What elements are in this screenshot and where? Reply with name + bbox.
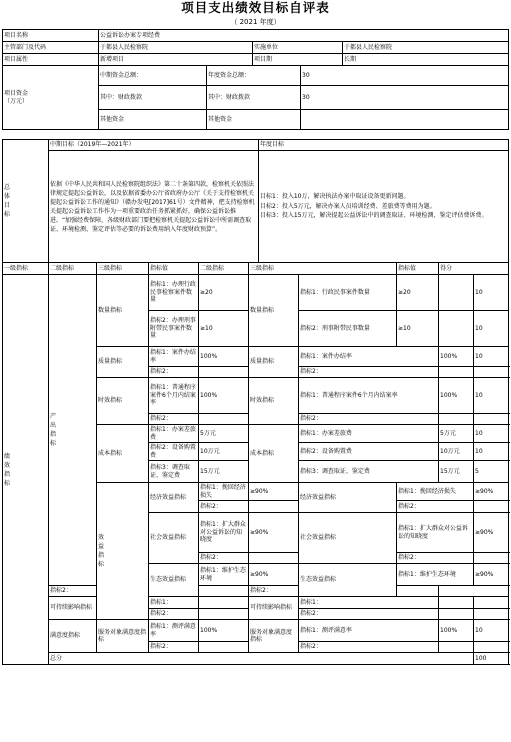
annual-quantity-2-score: 10	[474, 311, 509, 347]
annual-social-1: 指标1：扩大群众对公益诉讼的知晓度	[397, 513, 474, 553]
annual-service-2: 指标2：	[299, 642, 439, 653]
sustainable-label: 可持续影响指标	[49, 597, 97, 620]
attr-label: 项目属性	[3, 54, 99, 66]
annual-quantity-1-score: 10	[474, 275, 509, 311]
mid-cost-1-value: 5万元	[199, 425, 249, 443]
annual-quantity-1: 指标1：行政民事案件数量	[299, 275, 397, 311]
annual-cost-1: 指标1：办案差旅费	[299, 425, 439, 443]
mid-cost-3-value: 15万元	[199, 461, 249, 483]
mid-social-1-value: ≥90%	[249, 513, 299, 553]
annual-social-label: 社会效益指标	[299, 513, 397, 564]
cost-label: 成本指标	[97, 425, 149, 483]
quantity-label: 数量指标	[97, 275, 149, 347]
annual-cost-2-value: 10万元	[439, 443, 474, 461]
annual-timeliness-1: 指标1：普通程序案件6个月内结案率	[299, 378, 439, 414]
mid-timeliness-2: 指标2：	[149, 414, 199, 425]
project-name-label: 项目名称	[3, 30, 99, 42]
mid-quality-2: 指标2：	[149, 367, 199, 378]
mid-sustainable-1: 指标1：	[149, 597, 199, 609]
period-label: 项目期	[253, 54, 343, 66]
mid-ecological-2: 指标2：	[49, 586, 97, 597]
annual-cost-3: 指标3：调查取证、鉴定费	[299, 461, 439, 483]
sheet-title: 项目支出绩效目标自评表	[181, 0, 330, 15]
header-level2-annual: 二级指标	[199, 263, 249, 275]
project-info-table	[2, 29, 509, 130]
overall-goal-label: 总体目标	[3, 140, 49, 263]
header-value: 指标值	[149, 263, 199, 275]
mid-timeliness-1: 指标1：普通程序案件6个月内结案率	[149, 378, 199, 414]
annual-service-1-value: 100%	[439, 620, 474, 642]
timeliness-label: 时效指标	[97, 378, 149, 425]
annual-cost-2: 指标2：设备购置费	[299, 443, 439, 461]
mid-timeliness-1-value: 100%	[199, 378, 249, 414]
annual-ecological-1: 指标1：维护生态环境	[397, 564, 474, 586]
output-indicator-label: 产出指标	[49, 275, 97, 586]
dept-value: 于都县人民检察院	[99, 42, 253, 54]
annual-other-label: 其他资金	[207, 110, 301, 130]
annual-goal-text: 目标1：投入10万，解决执法办案中取证设备更新问题。 目标2：投入5万元，解决办案人员培训经费、差旅费等费用为题。 目标3：投入15万元，解决提起公益诉讼中的调查取证、环境检测、鉴定评估费诉费。	[259, 151, 509, 263]
quality-label: 质量指标	[97, 347, 149, 378]
annual-goal-header: 年度目标	[259, 140, 509, 151]
annual-service-1-score: 10	[474, 620, 509, 642]
annual-fiscal-value: 30	[301, 86, 509, 110]
annual-cost-3-score: 5	[474, 461, 509, 483]
mid-quality-1-value: 100%	[199, 347, 249, 367]
header-level3: 三级指标	[97, 263, 149, 275]
mid-fiscal-label: 其中：财政拨款	[99, 86, 207, 110]
annual-cost-label: 成本指标	[249, 425, 299, 483]
social-label: 社会效益指标	[149, 513, 199, 564]
annual-timeliness-1-score: 10	[474, 378, 509, 414]
annual-fiscal-label: 其中：财政拨款	[207, 86, 301, 110]
annual-economic-label: 经济效益指标	[299, 483, 397, 513]
annual-quality-2: 指标2：	[299, 367, 439, 378]
annual-timeliness-2: 指标2：	[299, 414, 439, 425]
mid-cost-1: 指标1：办案差旅费	[149, 425, 199, 443]
annual-ecological-1-value: ≥90%	[474, 564, 509, 586]
mid-social-1: 指标1：扩大群众对公益诉讼的知晓度	[199, 513, 249, 553]
mid-other-label: 其他资金	[99, 110, 207, 130]
annual-quality-1: 指标1：案件办结率	[299, 347, 439, 367]
funds-label: 项目资金 （万元）	[3, 66, 99, 130]
mid-quality-1: 指标1：案件办结率	[149, 347, 199, 367]
economic-label: 经济效益指标	[149, 483, 199, 513]
annual-total-label: 年度资金总额：	[207, 66, 301, 86]
total-label: 总分	[49, 653, 474, 665]
annual-economic-1: 指标1：挽回经济损失	[397, 483, 474, 501]
ecological-label: 生态效益指标	[149, 564, 199, 597]
annual-cost-1-value: 5万元	[439, 425, 474, 443]
annual-social-2: 指标2：	[397, 553, 474, 564]
annual-quantity-2-value: ≥10	[397, 311, 439, 347]
annual-timeliness-label: 时效指标	[249, 378, 299, 425]
mid-economic-1: 指标1：挽回经济损失	[199, 483, 249, 501]
annual-quality-1-score: 10	[474, 347, 509, 367]
annual-quantity-label: 数量指标	[249, 275, 299, 347]
period-value: 长期	[343, 54, 509, 66]
annual-sustainable-1: 指标1：	[299, 597, 439, 609]
mid-cost-3: 指标3：调查取证、鉴定费	[149, 461, 199, 483]
annual-cost-1-score: 10	[474, 425, 509, 443]
header-score: 得分	[439, 263, 509, 275]
annual-cost-2-score: 10	[474, 443, 509, 461]
impl-value: 于都县人民检察院	[343, 42, 509, 54]
total-score: 100	[474, 653, 509, 665]
annual-total-value: 30	[301, 66, 509, 86]
annual-timeliness-1-value: 100%	[439, 378, 474, 414]
satisfaction-label: 满意度指标	[49, 620, 97, 653]
mid-service-1: 指标1：测评满意率	[149, 620, 199, 642]
attr-value: 新增项目	[99, 54, 253, 66]
mid-sustainable-2: 指标2：	[149, 609, 199, 620]
header-value-annual: 指标值	[397, 263, 439, 275]
annual-ecological-label: 生态效益指标	[299, 564, 397, 597]
annual-quality-1-value: 100%	[439, 347, 474, 367]
mid-social-2: 指标2：	[199, 553, 249, 564]
mid-total-label: 中期资金总额：	[99, 66, 207, 86]
mid-ecological-1: 指标1：维护生态环境	[199, 564, 249, 586]
mid-quantity-2-value: ≥10	[199, 311, 249, 347]
year-line: （ 2021 年度）	[230, 18, 281, 26]
mid-quantity-2: 指标2：办理刑事附带民事案件数量	[149, 311, 199, 347]
impl-label: 实施单位	[253, 42, 343, 54]
indicators-table	[2, 262, 509, 665]
mid-quantity-1: 指标1：办理行政民事检察案件数量	[149, 275, 199, 311]
goals-table	[2, 139, 509, 263]
annual-sustainable-2: 指标2：	[299, 609, 439, 620]
annual-quantity-1-value: ≥20	[397, 275, 439, 311]
header-level1: 一级指标	[3, 263, 49, 275]
mid-service-1-value: 100%	[199, 620, 249, 642]
annual-service-1: 指标1：测评满意率	[299, 620, 439, 642]
dept-label: 主管部门及代码	[3, 42, 99, 54]
annual-sustainable-label: 可持续影响指标	[249, 597, 299, 620]
mid-economic-2: 指标2：	[199, 501, 249, 513]
mid-ecological-1-value: ≥90%	[249, 564, 299, 586]
header-level2: 二级指标	[49, 263, 97, 275]
mid-cost-2-value: 10万元	[199, 443, 249, 461]
annual-ecological-2: 指标2：	[249, 586, 397, 597]
annual-cost-3-value: 15万元	[439, 461, 474, 483]
annual-economic-1-value: ≥90%	[474, 483, 509, 501]
annual-quantity-2: 指标2：刑事附带民事数量	[299, 311, 397, 347]
effect-indicator-label: 效益指标	[97, 483, 149, 620]
header-level3-annual: 三级指标	[249, 263, 397, 275]
annual-social-1-value: ≥90%	[474, 513, 509, 553]
annual-economic-2: 指标2：	[397, 501, 474, 513]
mid-quantity-1-value: ≥20	[199, 275, 249, 311]
mid-economic-1-value: ≥90%	[249, 483, 299, 501]
annual-service-label: 服务对象满意度指标	[249, 620, 299, 653]
mid-goal-text: 依据《中华人民共和国人民检察院组织法》第二十条第四款，检察机关依照法律规定提起公益诉讼，以及依据省委办公厅省政府办公厅《关于支持检察机关提起公益诉讼工作的通知》（赣办发电[2017]61号）文件精神，把支持检察机关提起公益诉讼工作作为一项重要政治任务抓紧抓好，确保公益诉讼推进。“加强经费保障，各级财政部门要把检察机关提起公益诉讼中所需调查取证、环境检测、鉴定评估等必要的诉讼费用纳入年度财政预算”。	[49, 151, 259, 263]
perf-indicator-label: 绩效指标	[3, 275, 49, 665]
mid-cost-2: 指标2：设备购置费	[149, 443, 199, 461]
annual-quality-label: 质量指标	[249, 347, 299, 378]
mid-service-2: 指标2：	[149, 642, 199, 653]
project-name-value: 公益诉讼办案专项经费	[99, 30, 509, 42]
service-label: 服务对象满意度指标	[97, 620, 149, 653]
mid-goal-header: 中期目标（2019年—2021年）	[49, 140, 259, 151]
